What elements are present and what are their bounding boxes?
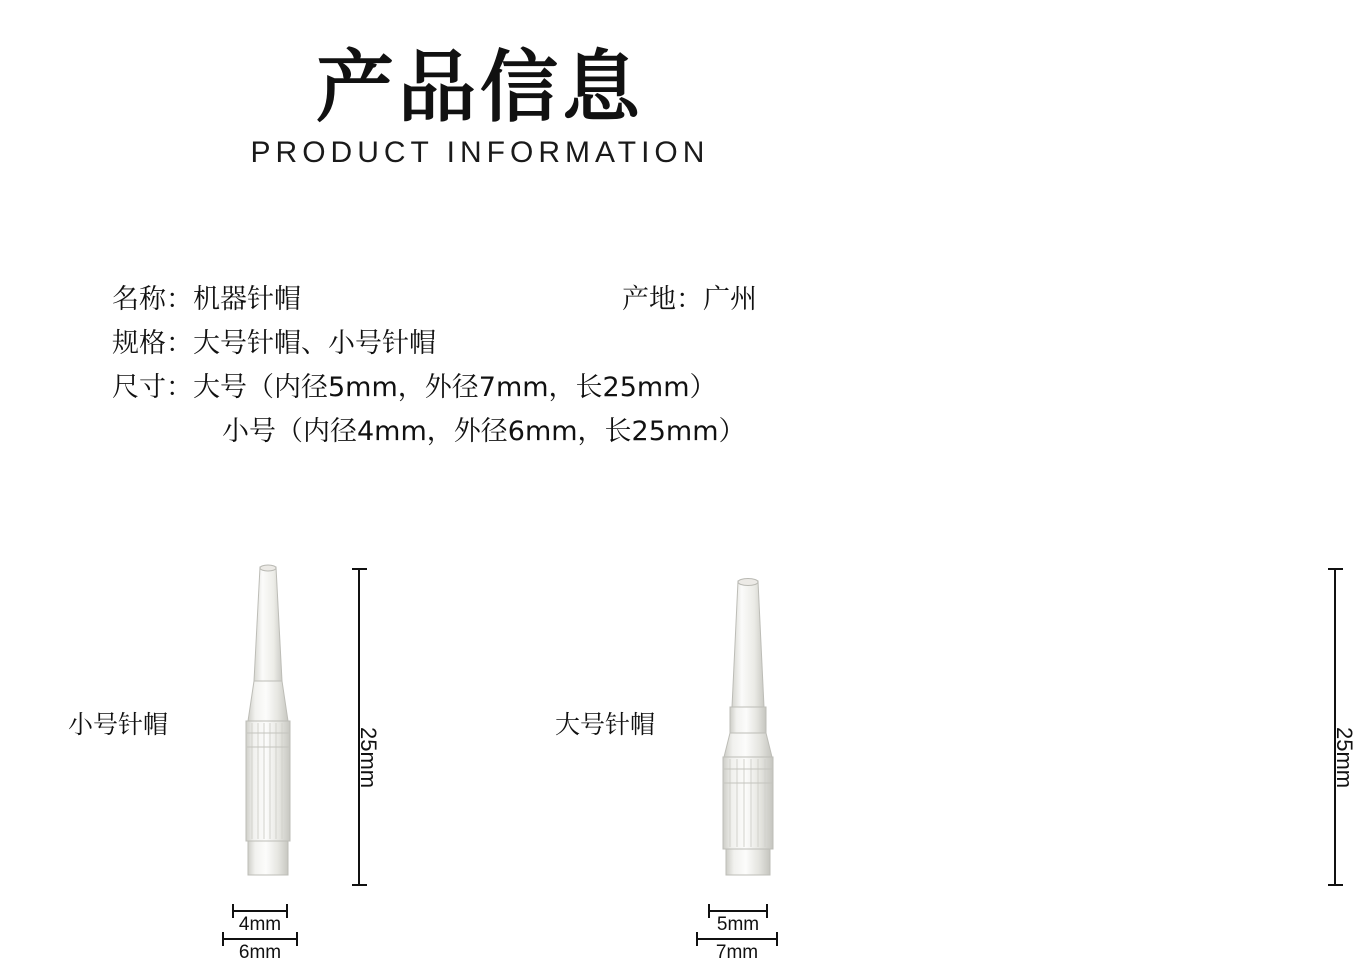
large-cap-svg xyxy=(702,561,794,881)
dimension-tick-right xyxy=(286,904,288,918)
specification-list xyxy=(112,278,872,454)
dimension-line xyxy=(222,938,298,940)
spec-origin-group xyxy=(622,278,757,322)
spec-label-size: 尺寸： xyxy=(112,372,193,403)
small-cap-outer-text: 6mm xyxy=(238,942,282,963)
spec-row-name xyxy=(112,278,872,322)
dimension-tick-right xyxy=(766,904,768,918)
large-cap-outer-text: 7mm xyxy=(715,942,759,963)
small-cap-inner-dimension xyxy=(232,904,288,935)
spec-label-origin: 产地： xyxy=(622,284,703,315)
large-cap-illustration xyxy=(702,561,794,886)
page-subtitle: PRODUCT INFORMATION xyxy=(250,136,710,170)
spec-row-size xyxy=(112,366,872,410)
small-cap-inner-text: 4mm xyxy=(238,914,282,935)
small-cap-outer-dimension xyxy=(222,932,298,963)
dimension-tick-bottom xyxy=(1328,884,1343,886)
spec-label-model: 规格： xyxy=(112,328,193,359)
dimension-line xyxy=(708,910,768,912)
large-cap-inner-text: 5mm xyxy=(716,914,760,935)
spec-label-name: 名称： xyxy=(112,284,193,315)
large-cap-length-text: 25mm xyxy=(1332,727,1357,789)
dimension-tick-right xyxy=(776,932,778,946)
small-cap-illustration xyxy=(228,561,308,886)
figure-label-small: 小号针帽 xyxy=(68,710,169,739)
dimension-line xyxy=(696,938,778,940)
spec-value-origin: 广州 xyxy=(703,284,757,315)
spec-row-model xyxy=(112,322,872,366)
figure-label-large: 大号针帽 xyxy=(555,710,656,739)
spec-value-size-small: 小号（内径4mm，外径6mm，长25mm） xyxy=(222,416,746,447)
figure-large-cap xyxy=(480,540,1357,963)
dimension-tick-right xyxy=(296,932,298,946)
dimension-line xyxy=(232,910,288,912)
product-figures xyxy=(0,540,1357,963)
dimension-tick-bottom xyxy=(352,884,367,886)
large-cap-inner-dimension xyxy=(708,904,768,935)
small-cap-length-text: 25mm xyxy=(356,727,381,789)
page-title: 产品信息 xyxy=(315,43,644,133)
spec-value-model: 大号针帽、小号针帽 xyxy=(193,328,436,359)
spec-row-size-small xyxy=(112,410,872,454)
spec-value-size-large: 大号（内径5mm，外径7mm，长25mm） xyxy=(193,372,717,403)
figure-small-cap xyxy=(0,540,480,963)
large-cap-outer-dimension xyxy=(696,932,778,963)
small-cap-svg xyxy=(228,561,308,881)
spec-value-name: 机器针帽 xyxy=(193,284,301,315)
page-header xyxy=(0,43,960,170)
